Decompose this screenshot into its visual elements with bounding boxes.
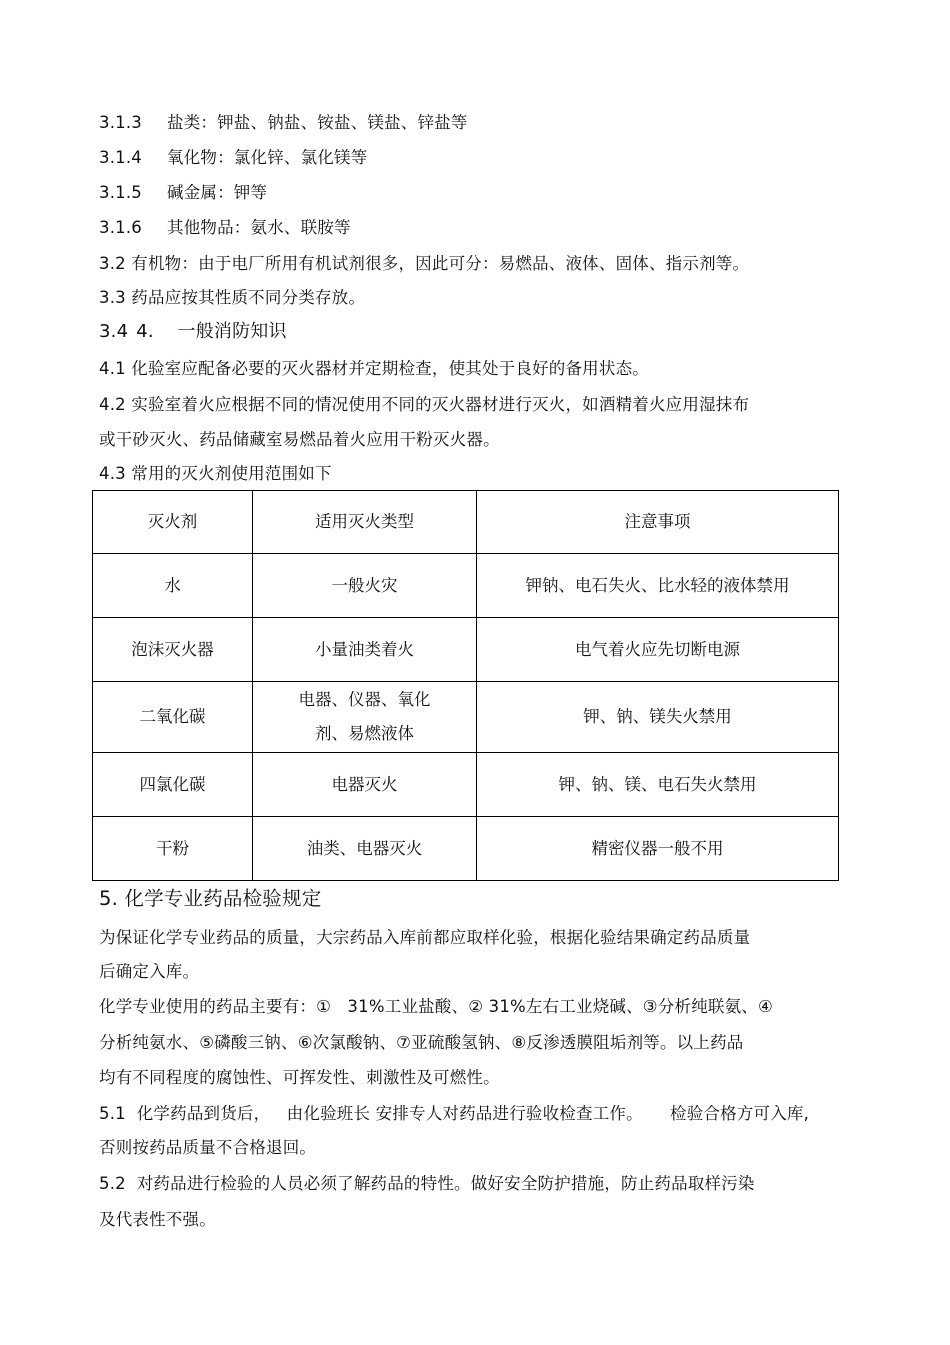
table-cell: 钾钠、电石失火、比水轻的液体禁用 (477, 554, 839, 618)
table-cell: 二氧化碳 (93, 682, 253, 753)
section-3-3: 3.3 药品应按其性质不同分类存放。 (99, 288, 366, 307)
chapter-5-para1-line1: 为保证化学专业药品的质量，大宗药品入库前都应取样化验，根据化验结果确定药品质量 (99, 928, 751, 947)
section-3-1-3 (99, 112, 468, 134)
table-cell: 一般火灾 (253, 554, 477, 618)
section-number: 3.1.6 (99, 218, 142, 237)
table-header-cell: 适用灭火类型 (253, 491, 477, 554)
section-number: 3.4 (99, 321, 129, 342)
section-4-2-line2: 或干砂灭火、药品储藏室易燃品着火应用干粉灭火器。 (99, 430, 500, 449)
section-3-1-6 (99, 217, 351, 239)
table-cell: 油类、电器灭火 (253, 817, 477, 881)
table-cell (253, 682, 477, 753)
table-row (93, 618, 839, 682)
table-header-cell: 注意事项 (477, 491, 839, 554)
section-3-1-5 (99, 182, 267, 204)
table-cell-text: 电器、仪器、氧化剂、易燃液体 (298, 690, 431, 743)
chapter-5-para2-line3: 均有不同程度的腐蚀性、可挥发性、刺激性及可燃性。 (99, 1068, 500, 1087)
section-3-2: 3.2 有机物：由于电厂所用有机试剂很多，因此可分：易燃品、液体、固体、指示剂等。 (99, 254, 750, 273)
table-cell: 钾、钠、镁失火禁用 (477, 682, 839, 753)
section-text: 氧化物：氯化锌、氯化镁等 (167, 148, 368, 167)
section-4-2-line1: 4.2 实验室着火应根据不同的情况使用不同的灭火器材进行灭火，如酒精着火应用湿抹布 (99, 395, 750, 414)
section-5-2-line2: 及代表性不强。 (99, 1210, 216, 1229)
section-text: 盐类：钾盐、钠盐、铵盐、镁盐、锌盐等 (167, 113, 468, 132)
table-cell: 钾、钠、镁、电石失火禁用 (477, 753, 839, 817)
section-text: 其他物品：氨水、联胺等 (167, 218, 351, 237)
table-header-cell: 灭火剂 (93, 491, 253, 554)
table-header-row (93, 491, 839, 554)
section-5-1-line1: 5.1 化学药品到货后， 由化验班长 安排专人对药品进行验收检查工作。 检验合格方可入库, (99, 1104, 810, 1123)
section-5-1-line2: 否则按药品质量不合格退回。 (99, 1138, 317, 1157)
table-row (93, 682, 839, 753)
section-4-1: 4.1 化验室应配备必要的灭火器材并定期检查，使其处于良好的备用状态。 (99, 359, 649, 378)
table-row (93, 817, 839, 881)
section-5-2-line1: 5.2 对药品进行检验的人员必须了解药品的特性。做好安全防护措施，防止药品取样污染 (99, 1174, 755, 1193)
extinguisher-table (92, 490, 839, 881)
table-cell: 水 (93, 554, 253, 618)
section-4-3: 4.3 常用的灭火剂使用范围如下 (99, 464, 332, 483)
heading-text: 4. 一般消防知识 (136, 321, 287, 342)
table-cell: 精密仪器一般不用 (477, 817, 839, 881)
chapter-5-para2-line2: 分析纯氨水、⑤磷酸三钠、⑥次氯酸钠、⑦亚硫酸氢钠、⑧反渗透膜阻垢剂等。以上药品 (99, 1033, 744, 1052)
section-3-4-heading (99, 321, 287, 343)
section-text: 碱金属：钾等 (167, 183, 268, 202)
table-cell: 电器灭火 (253, 753, 477, 817)
chapter-5-title: 5. 化学专业药品检验规定 (99, 887, 322, 910)
table-cell: 小量油类着火 (253, 618, 477, 682)
table-cell: 泡沫灭火器 (93, 618, 253, 682)
table-cell: 干粉 (93, 817, 253, 881)
section-number: 3.1.5 (99, 183, 142, 202)
section-3-1-4 (99, 147, 367, 169)
section-number: 3.1.4 (99, 148, 142, 167)
section-number: 3.1.3 (99, 113, 142, 132)
table-row (93, 753, 839, 817)
table-cell: 电气着火应先切断电源 (477, 618, 839, 682)
table-row (93, 554, 839, 618)
table-cell: 四氯化碳 (93, 753, 253, 817)
chapter-5-para2-line1: 化学专业使用的药品主要有：① 31%工业盐酸、② 31%左右工业烧碱、③分析纯联氨、④ (99, 997, 773, 1016)
chapter-5-para1-line2: 后确定入库。 (99, 962, 200, 981)
